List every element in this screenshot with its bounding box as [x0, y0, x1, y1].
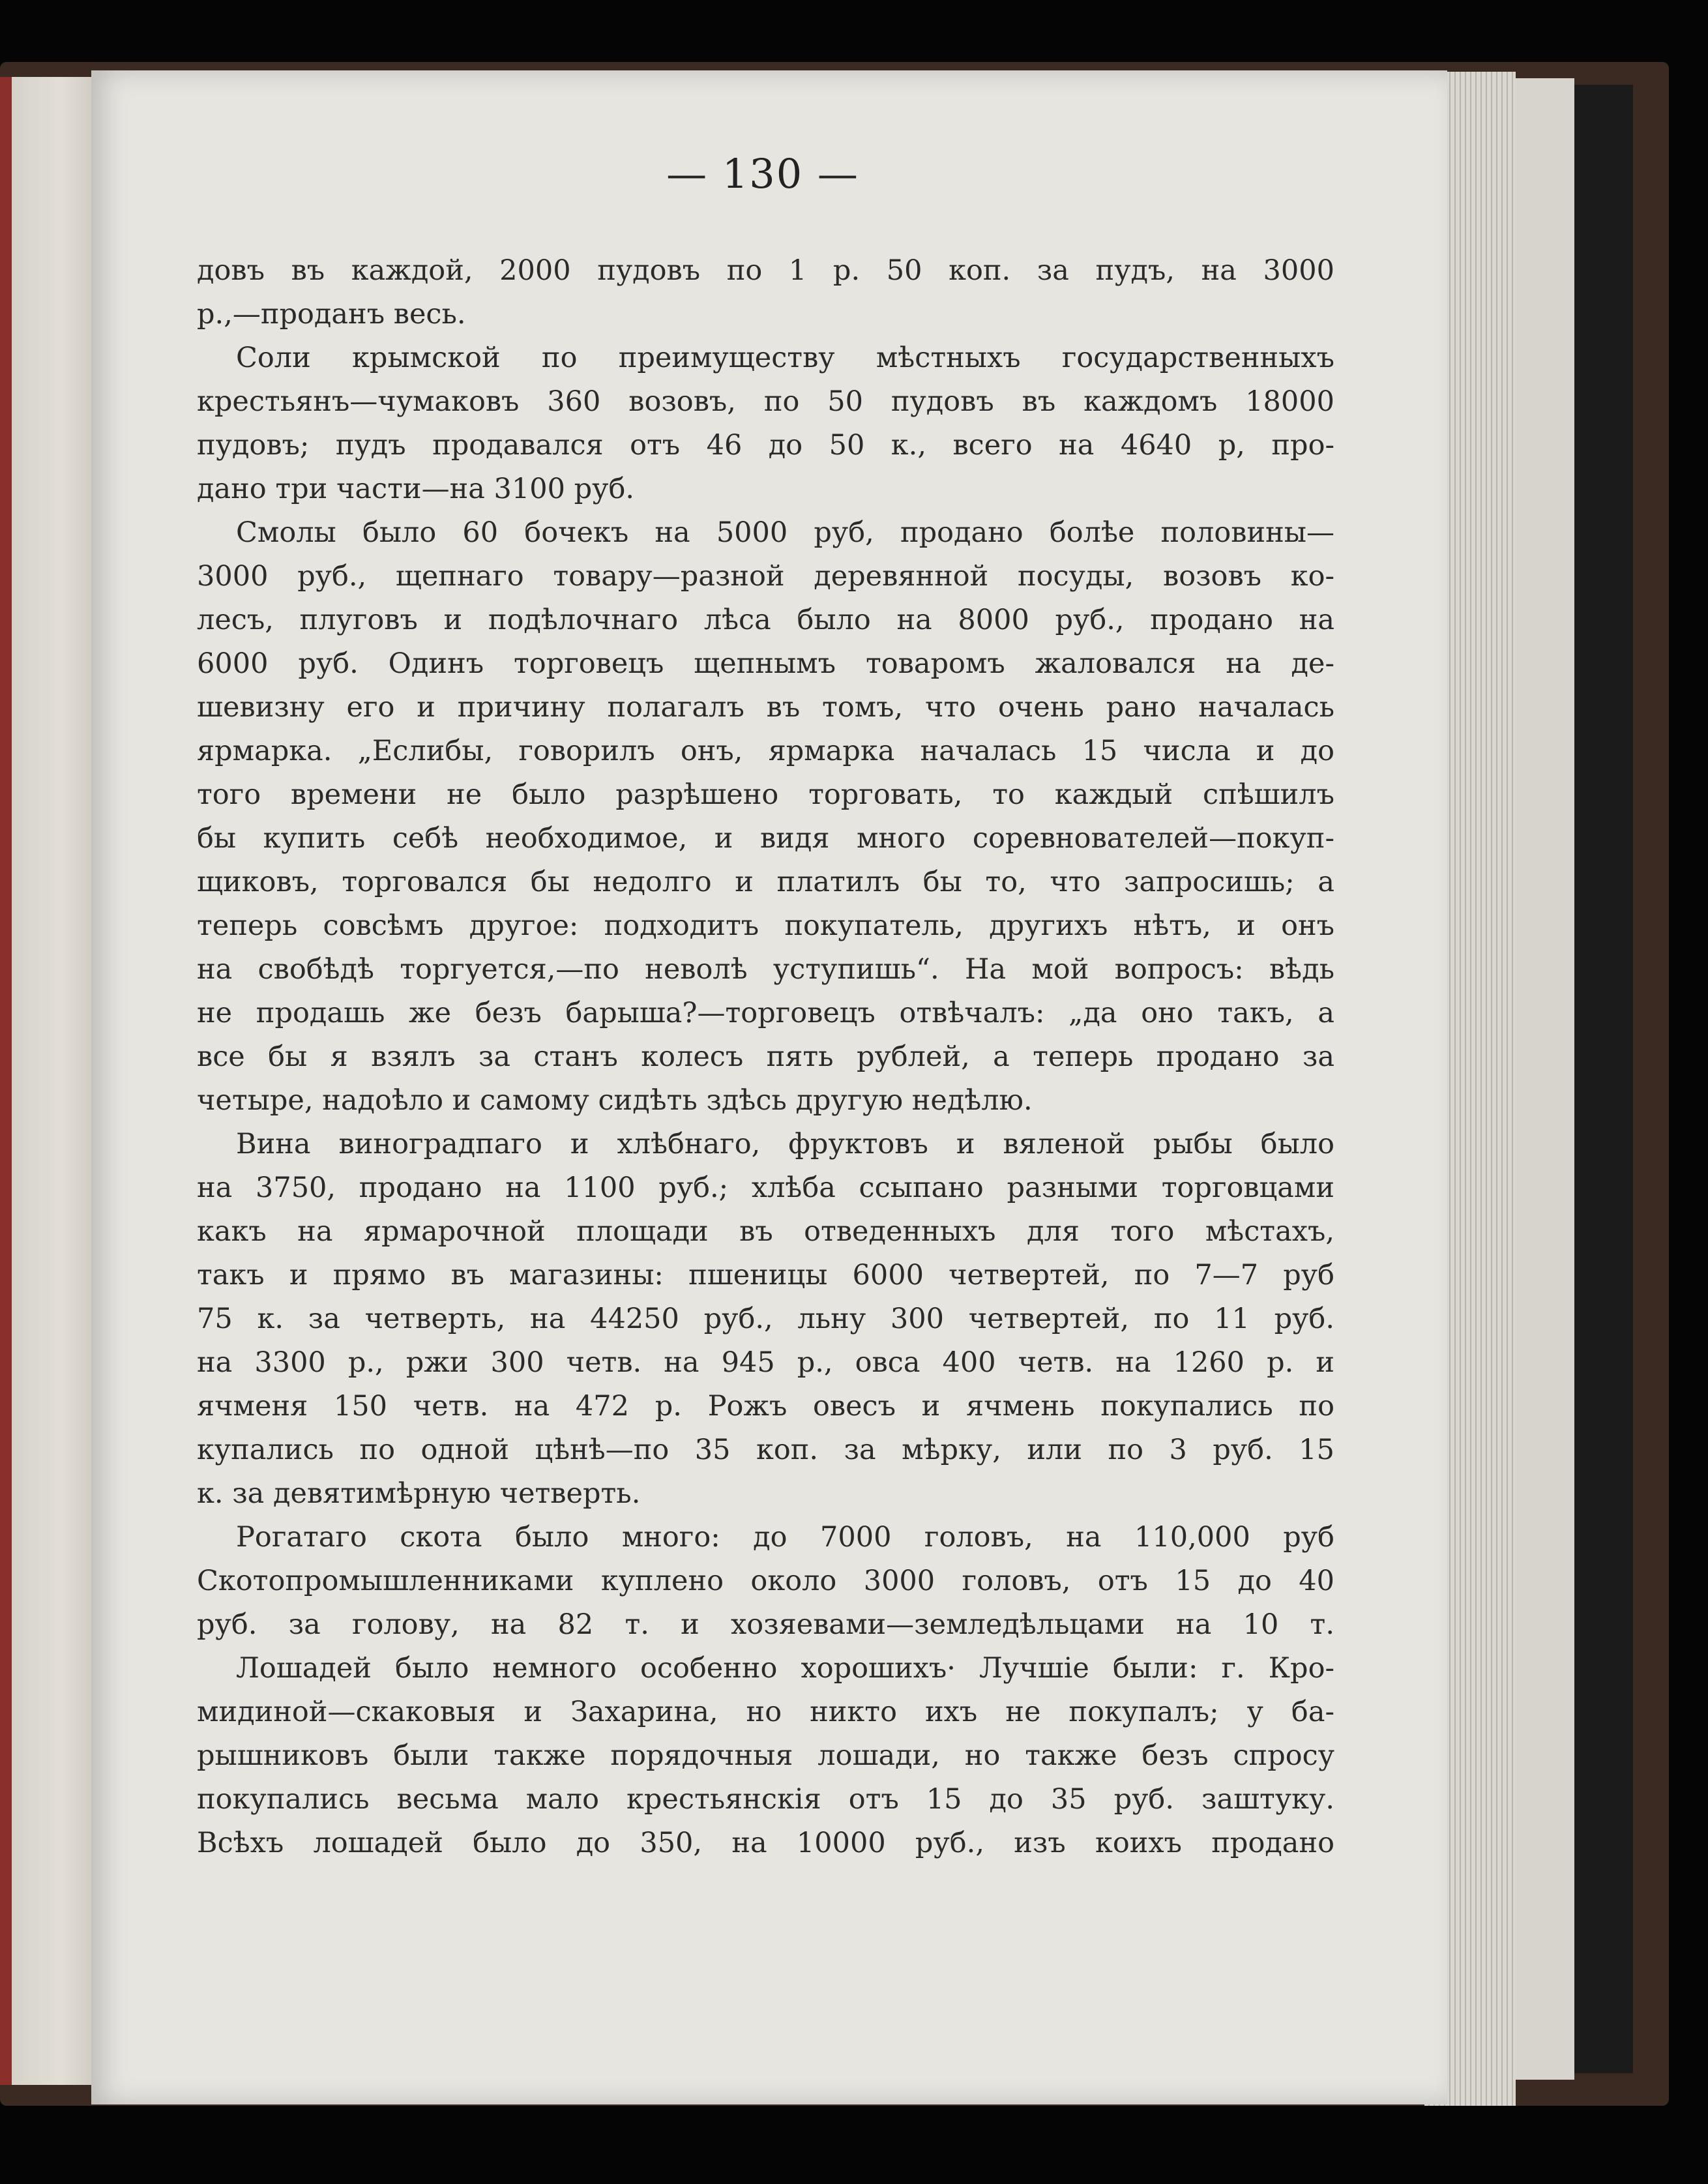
- text-line: крестьянъ—чумаковъ 360 возовъ, по 50 пудовъ въ каждомъ 18000: [197, 385, 1334, 418]
- text-line: шевизну его и причину полагалъ въ томъ, что очень рано началась: [197, 691, 1334, 724]
- text-line: довъ въ каждой, 2000 пудовъ по 1 р. 50 коп. за пудъ, на 3000: [197, 254, 1334, 287]
- text-line: 6000 руб. Одинъ торговецъ щепнымъ товаромъ жаловался на де-: [197, 647, 1334, 680]
- page-number: — 130 —: [666, 150, 859, 198]
- text-line: теперь совсѣмъ другое: подходитъ покупатель, другихъ нѣтъ, и онъ: [197, 909, 1334, 942]
- text-line: купались по одной цѣнѣ—по 35 коп. за мѣрку, или по 3 руб. 15: [197, 1434, 1334, 1466]
- text-line: ярмарка. „Еслибы, говорилъ онъ, ярмарка началась 15 числа и до: [197, 735, 1334, 767]
- text-line: на 3750, продано на 1100 руб.; хлѣба ссыпано разными торговцами: [197, 1172, 1334, 1204]
- text-line: бы купить себѣ необходимое, и видя много соревнователей—покуп-: [197, 822, 1334, 855]
- text-line: ячменя 150 четв. на 472 р. Рожъ овесъ и ячмень покупались по: [197, 1390, 1334, 1423]
- text-line: на свобѣдѣ торгуется,—по неволѣ уступишь“. На мой вопросъ: вѣдь: [197, 953, 1334, 986]
- text-line: Рогатаго скота было много: до 7000 головъ, на 110,000 руб: [236, 1521, 1334, 1554]
- page-text: [197, 249, 1334, 1865]
- text-line: Лошадей было немного особенно хорошихъ· Лучшіе были: г. Кро-: [236, 1652, 1334, 1685]
- text-line: такъ и прямо въ магазины: пшеницы 6000 четвертей, по 7—7 руб: [197, 1259, 1334, 1291]
- text-line: покупались весьма мало крестьянскія отъ 15 до 35 руб. заштуку.: [197, 1783, 1334, 1816]
- text-line: 3000 руб., щепнаго товару—разной деревянной посуды, возовъ ко-: [197, 560, 1334, 593]
- text-line: к. за девятимѣрную четверть.: [197, 1477, 641, 1510]
- text-line: Всѣхъ лошадей было до 350, на 10000 руб., изъ коихъ продано: [197, 1827, 1334, 1859]
- text-line: 75 к. за четверть, на 44250 руб., льну 300 четвертей, по 11 руб.: [197, 1303, 1334, 1335]
- back-page: [1516, 78, 1574, 2080]
- text-line: на 3300 р., ржи 300 четв. на 945 р., овса 400 четв. на 1260 р. и: [197, 1346, 1334, 1379]
- text-line: руб. за голову, на 82 т. и хозяевами—земледѣльцами на 10 т.: [197, 1608, 1334, 1641]
- text-line: лесъ, плуговъ и подѣлочнаго лѣса было на 8000 руб., продано на: [197, 604, 1334, 636]
- text-line: не продашь же безъ барыша?—торговецъ отвѣчалъ: „да оно такъ, а: [197, 997, 1334, 1029]
- text-line: дано три части—на 3100 руб.: [197, 473, 635, 505]
- text-line: того времени не было разрѣшено торговать, то каждый спѣшилъ: [197, 778, 1334, 811]
- text-line: пудовъ; пудъ продавался отъ 46 до 50 к., всего на 4640 р, про-: [197, 429, 1334, 462]
- text-line: мидиной—скаковыя и Захарина, но никто ихъ не покупалъ; у ба-: [197, 1696, 1334, 1728]
- text-line: рышниковъ были также порядочныя лошади, но также безъ спросу: [197, 1739, 1334, 1772]
- text-line: Соли крымской по преимуществу мѣстныхъ государственныхъ: [236, 342, 1334, 374]
- text-line: четыре, надоѣло и самому сидѣть здѣсь другую недѣлю.: [197, 1084, 1033, 1117]
- text-line: все бы я взялъ за станъ колесъ пять рублей, а теперь продано за: [197, 1040, 1334, 1073]
- text-line: Вина виноградпаго и хлѣбнаго, фруктовъ и вяленой рыбы было: [236, 1128, 1334, 1160]
- text-line: какъ на ярмарочной площади въ отведенныхъ для того мѣстахъ,: [197, 1215, 1334, 1248]
- text-line: Скотопромышленниками куплено около 3000 головъ, отъ 15 до 40: [197, 1565, 1334, 1597]
- text-line: р.,—проданъ весь.: [197, 298, 466, 331]
- right-cover: [1574, 85, 1633, 2073]
- left-cover-edge: [0, 77, 12, 2085]
- text-line: щиковъ, торговался бы недолго и платилъ бы то, что запросишь; а: [197, 866, 1334, 898]
- text-line: Смолы было 60 бочекъ на 5000 руб, продано болѣе половины—: [236, 516, 1334, 549]
